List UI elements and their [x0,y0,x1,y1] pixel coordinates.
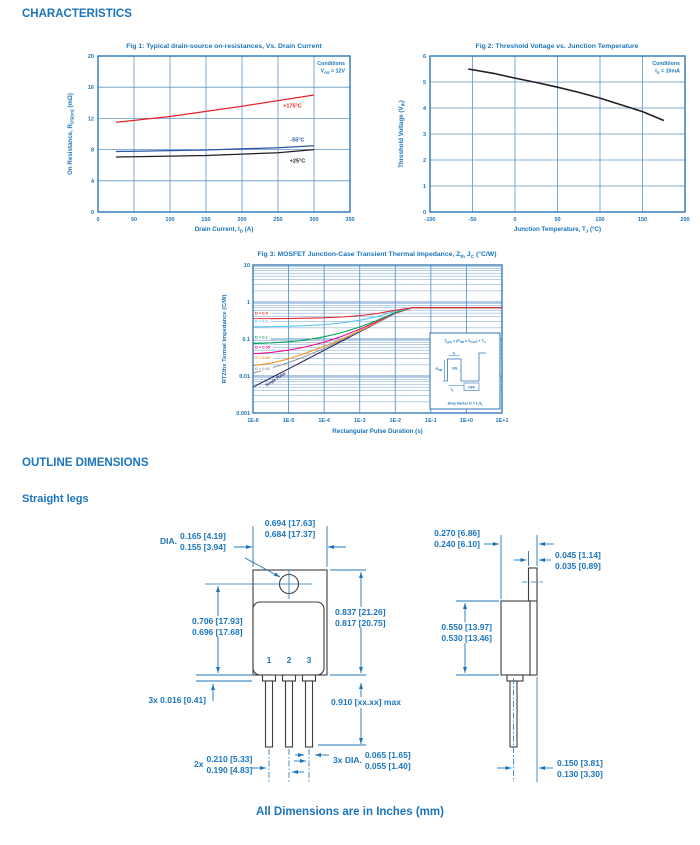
pin-number-2: 2 [286,655,292,665]
svg-text:1E-4: 1E-4 [318,418,330,424]
svg-text:+25°C: +25°C [289,158,306,165]
lead-1 [266,681,273,747]
svg-text:8: 8 [90,147,94,154]
dim-line: 0.150 [3.81] [557,758,603,768]
dim-lead-offset [557,758,603,779]
svg-text:1E+0: 1E+0 [459,418,473,424]
svg-text:Fig 3: MOSFET Junction-Case Tr: Fig 3: MOSFET Junction-Case Transient Thermal Impedance, $Z_{th}$ $J_C$ (°C/W) [257,251,497,260]
svg-text:D = 0.5: D = 0.5 [255,310,268,316]
svg-text:2: 2 [422,158,426,164]
dim-lead-length: 0.910 [xx.xx] max [331,697,401,707]
svg-text:350: 350 [345,217,355,223]
dim-prefix: DIA. [160,536,177,547]
dim-line: 0.065 [1.65] [364,750,411,760]
dim-line: 0.684 [17.37] [264,528,316,539]
svg-text:Drain Current, ID (A): Drain Current, $I_D$ (A) [194,226,254,234]
dim-side-depth [428,528,480,549]
svg-text:300: 300 [309,217,319,223]
dim-prefix: 3x DIA. [333,755,362,766]
dim-lead-thickness: 3x 0.016 [0.41] [148,695,206,705]
svg-text:D = 0.05: D = 0.05 [255,344,270,350]
lead-2 [286,681,293,747]
svg-text:t2: $t_2$ [450,387,454,393]
svg-text:ID = 10mA: $I_D = 10mA$ [655,68,680,75]
svg-text:4: 4 [90,178,94,185]
dim-lead-dia [333,750,411,771]
svg-text:16: 16 [87,85,94,92]
dim-line: 0.035 [0.89] [555,560,601,571]
dim-line: 0.694 [17.63] [264,518,316,528]
svg-text:Junction Temperature, TJ (°C): Junction Temperature, $T_J$ (°C) [513,226,602,234]
svg-text:200: 200 [680,217,690,223]
dim-line: 0.155 [3.94] [180,541,226,552]
svg-text:6: 6 [422,54,426,60]
svg-text:OFF: OFF [468,385,475,390]
svg-text:0.001: 0.001 [236,411,250,417]
subsection-straight-legs: Straight legs [22,493,89,505]
dim-front-width [253,518,327,539]
dim-tab-thickness [555,550,601,571]
svg-text:12: 12 [87,116,94,123]
svg-text:1: 1 [422,184,426,190]
svg-text:-55°C: -55°C [290,137,305,144]
dim-line: 0.210 [5.33] [206,754,253,764]
svg-text:100: 100 [595,217,605,223]
fig2-threshold-voltage-chart [390,38,698,240]
svg-text:Fig 2: Threshold Voltage vs. J: Fig 2: Threshold Voltage vs. Junction Temperature [475,43,639,50]
dim-line: 0.706 [17.93] [192,616,243,626]
dim-line: 0.045 [1.14] [555,550,601,560]
dim-line: 0.817 [20.75] [335,617,386,628]
dim-line: 0.130 [3.30] [557,768,603,779]
fig1-on-resistance-chart [28,38,368,240]
svg-text:Fig 1: Typical drain-source on: Fig 1: Typical drain-source on-resistances, Vs. Drain Current [126,43,322,50]
svg-text:1E-3: 1E-3 [353,418,366,424]
pin-number-3: 3 [306,655,312,665]
svg-text:0: 0 [96,217,100,223]
dim-prefix: 2x [194,759,204,770]
svg-text:Rectangular Pulse Duration (s): Rectangular Pulse Duration (s) [332,428,423,435]
svg-text:0.01: 0.01 [239,374,250,380]
svg-text:Threshold Voltage (Vth): Threshold Voltage $(V_{th})$ [398,100,406,168]
svg-text:150: 150 [201,217,211,223]
svg-text:20: 20 [87,54,94,60]
lead-3 [306,681,313,747]
svg-text:Conditions: Conditions [652,61,680,67]
svg-text:0: 0 [90,210,94,216]
pin-number-1: 1 [266,655,272,665]
dim-line: 0.696 [17.68] [192,626,243,637]
svg-text:3: 3 [422,132,426,138]
dim-line: 0.190 [4.83] [206,764,253,775]
dim-line: 0.270 [6.86] [434,528,480,538]
svg-text:Single Pulse: Single Pulse [264,370,287,388]
dim-line: 0.837 [21.26] [335,607,386,617]
svg-text:1E-1: 1E-1 [425,418,437,424]
svg-text:250: 250 [273,217,283,223]
svg-text:VGS = 12V: $V_{GS} = 12V$ [320,68,345,75]
dim-line: 0.550 [13.97] [441,622,492,632]
svg-text:RTZthx Termal Impedance (C/W): RTZthx Termal Impedance (C/W) [222,294,228,384]
svg-text:On Resistance, RDS(on) (mΩ): On Resistance, $R_{DS(on)}$ (mΩ) [67,93,75,175]
svg-text:1E-2: 1E-2 [389,418,402,424]
svg-text:1E+1: 1E+1 [495,418,509,424]
svg-text:0: 0 [422,210,426,216]
dim-side-body-height [436,622,492,643]
dim-line: 0.165 [4.19] [180,531,226,541]
svg-text:ON: ON [451,366,458,371]
svg-text:0.1: 0.1 [242,337,250,343]
svg-text:t1: $t_1$ [452,351,456,356]
dim-body-height [192,616,244,637]
dim-front-height [335,607,386,628]
section-title-outline-dimensions: OUTLINE DIMENSIONS [22,457,149,469]
svg-text:D = 0.3: D = 0.3 [255,318,268,324]
svg-text:150: 150 [637,217,648,223]
svg-text:50: 50 [554,217,561,223]
dim-hole-dia [160,531,226,552]
side-view-drawing [501,568,537,747]
dim-lead-pitch [194,754,252,775]
dim-line: 0.055 [1.40] [364,760,411,771]
svg-text:0: 0 [513,217,517,223]
svg-text:1: 1 [246,300,250,306]
svg-text:1E-5: 1E-5 [282,418,295,424]
svg-text:Conditions: Conditions [317,61,345,67]
dim-line: 0.240 [6.10] [434,538,480,549]
svg-text:PDM: $P_{DM}$ [435,367,442,373]
outline-drawings [0,510,700,810]
svg-text:Duty Factor D = t1/t2: Duty Factor $D = t_1/t_2$ [447,401,483,407]
svg-text:50: 50 [130,217,138,223]
svg-text:5: 5 [422,80,426,86]
fig3-thermal-impedance-chart [196,246,518,446]
svg-text:100: 100 [165,217,175,223]
side-body [501,601,530,675]
svg-text:10: 10 [243,263,250,269]
svg-text:1E-6: 1E-6 [247,418,259,424]
section-title-characteristics: CHARACTERISTICS [22,8,132,20]
svg-text:D = 0.02: D = 0.02 [255,355,270,361]
svg-text:200: 200 [237,217,247,223]
svg-text:D = 0.1: D = 0.1 [255,334,268,340]
svg-text:-100: -100 [424,217,436,223]
svg-text:+175°C: +175°C [283,103,302,110]
svg-text:-50: -50 [468,217,477,223]
svg-text:4: 4 [422,106,426,112]
dim-line: 0.530 [13.46] [441,632,492,643]
dimensions-note: All Dimensions are in Inches (mm) [256,806,444,818]
svg-text:Tj(pk) = (PDM x ZthJC) + TC: $T_{j(pk)} = (P_{DM}$ x $Z_{thJC}) + T_C$ [444,339,486,345]
svg-text:D = 0.01: D = 0.01 [255,365,270,371]
